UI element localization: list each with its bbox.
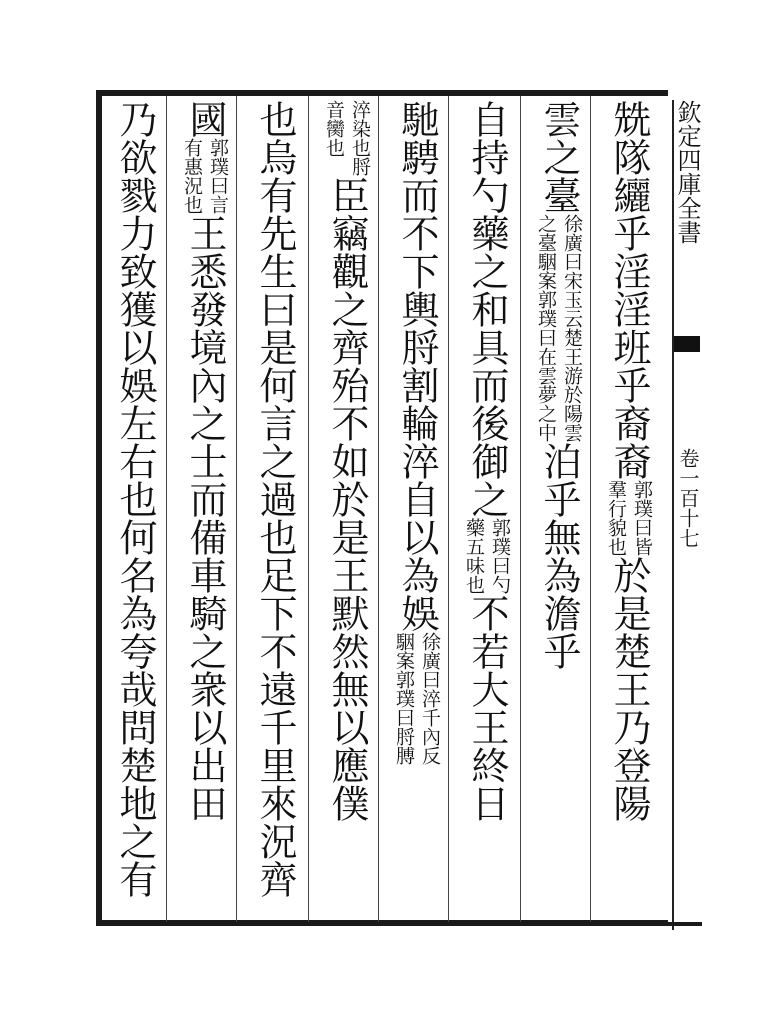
annotation — [604, 480, 654, 556]
main-text: 也烏有先生曰是何言之過也足下不遠千里來況齊 — [253, 100, 297, 898]
main-text: 不若大王終日 — [465, 594, 509, 822]
main-text: 泊乎無為澹乎 — [537, 442, 581, 670]
column-rule — [378, 96, 379, 922]
main-text: 自持勺藥之和具而後御之 — [465, 100, 509, 518]
text-column — [110, 100, 160, 920]
text-column — [180, 100, 230, 920]
main-text: 馳騁而不下輿脟割輪淬自以為娛 — [395, 100, 439, 632]
annotation-line: 音臠也 — [323, 100, 345, 157]
column-rule — [448, 96, 449, 922]
main-text: 於是楚王乃登陽 — [607, 556, 651, 822]
column-rule — [308, 96, 309, 922]
annotation-line: 駰案郭璞曰脟膊 — [393, 632, 415, 765]
main-text: 兟隊纚乎淫淫班乎裔裔 — [607, 100, 651, 480]
main-text: 王悉發境內之士而備車騎之衆以出田 — [183, 214, 227, 822]
main-text: 國 — [183, 100, 227, 138]
volume-label: 卷一百十七 — [676, 448, 700, 548]
main-text: 乃欲戮力致獲以娛左右也何名為夸哉問楚地之有 — [113, 100, 157, 898]
book-title: 欽定四庫全書 — [673, 100, 701, 244]
text-column — [250, 100, 300, 920]
annotation-line: 之臺駰案郭璞曰在雲夢之中 — [535, 214, 557, 442]
annotation — [392, 632, 442, 765]
main-text: 雲之臺 — [537, 100, 581, 214]
fish-tail-mark — [674, 336, 700, 352]
annotation-line: 郭璞曰皆 — [631, 480, 653, 556]
text-column — [322, 100, 372, 920]
column-rule — [236, 96, 237, 922]
column-rule — [166, 96, 167, 922]
annotation-line: 有惠況也 — [181, 138, 203, 214]
text-column — [604, 100, 654, 920]
text-column — [462, 100, 512, 920]
annotation-line: 徐廣曰淬千內反 — [419, 632, 441, 765]
annotation-line: 郭璞曰勺 — [489, 518, 511, 594]
annotation — [180, 138, 230, 214]
annotation-line: 淬染也脟 — [349, 100, 371, 176]
annotation — [462, 518, 512, 594]
bottom-border — [96, 922, 702, 926]
main-text: 臣竊觀之齊殆不如於是王默然無以應僕 — [325, 176, 369, 822]
annotation-line: 藥五味也 — [463, 518, 485, 594]
text-column — [392, 100, 442, 920]
column-rule — [520, 96, 521, 922]
text-column — [534, 100, 584, 920]
annotation-line: 徐廣曰宋玉云楚王游於陽雲 — [561, 214, 583, 442]
annotation-line: 羣行貌也 — [605, 480, 627, 556]
column-rule — [590, 96, 591, 922]
annotation-line: 郭璞曰言 — [207, 138, 229, 214]
annotation — [534, 214, 584, 442]
annotation — [322, 100, 372, 176]
